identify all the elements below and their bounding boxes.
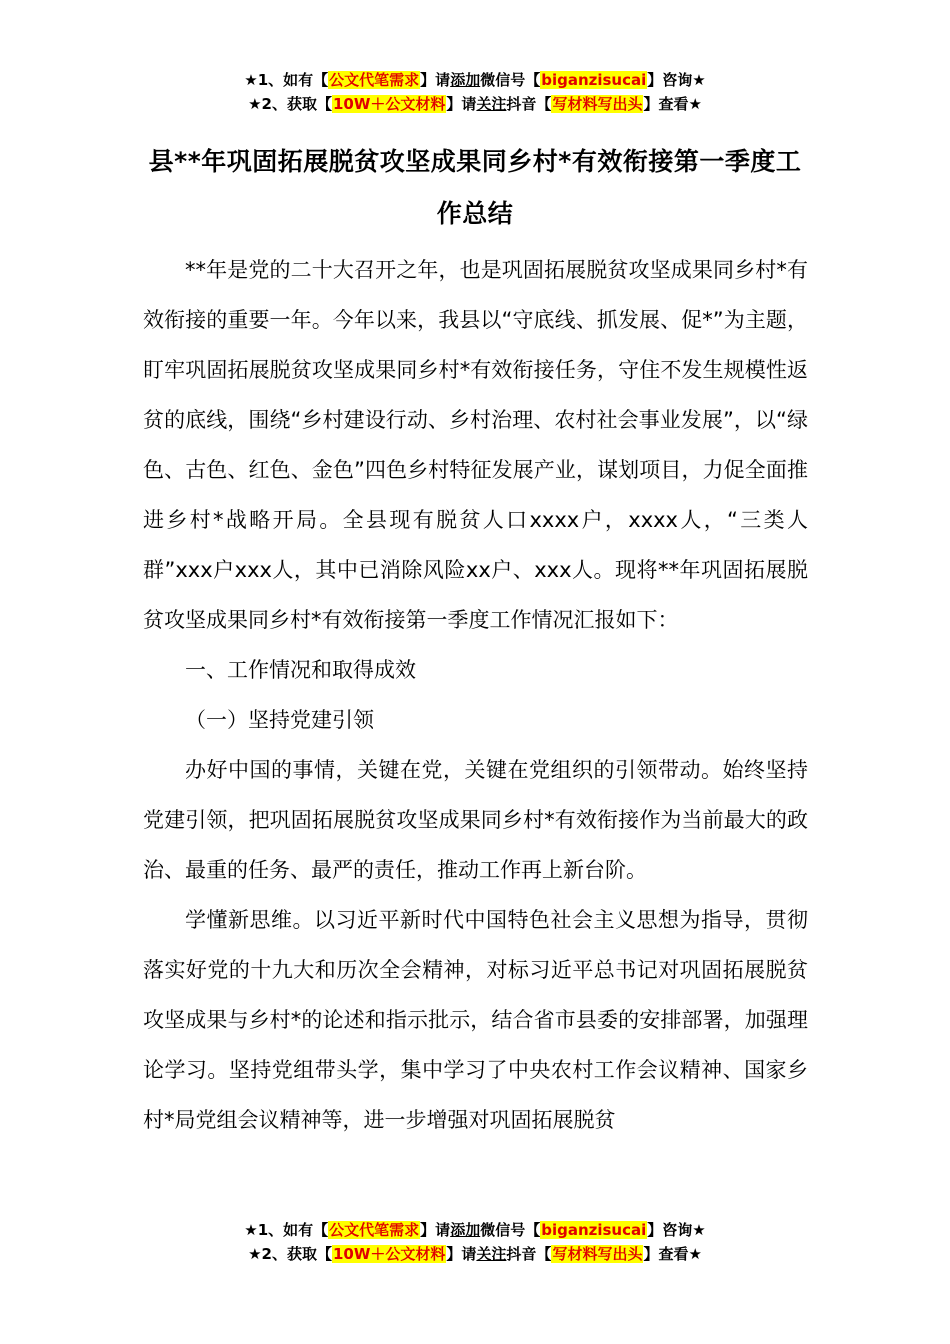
promo-line-1	[0, 68, 950, 92]
promo-wechat-id: biganzisucai	[541, 71, 647, 89]
intro-paragraph: **年是党的二十大召开之年，也是巩固拓展脱贫攻坚成果同乡村*有效衔接的重要一年。今年以来，我县以“守底线、抓发展、促*”为主题，盯牢巩固拓展脱贫攻坚成果同乡村*有效衔接任务，守住不发生规模性返贫的底线，围绕“乡村建设行动、乡村治理、农村社会事业发展”，以“绿色、古色、红色、金色”四色乡村特征发展产业，谋划项目，力促全面推进乡村*战略开局。全县现有脱贫人口xxxx户，xxxx人，“三类人群”xxx户xxx人，其中已消除风险xx户、xxx人。现将**年巩固拓展脱贫攻坚成果同乡村*有效衔接第一季度工作情况汇报如下：	[143, 258, 808, 632]
body-paragraph: 办好中国的事情，关键在党，关键在党组织的引领带动。始终坚持党建引领，把巩固拓展脱贫攻坚成果同乡村*有效衔接作为当前最大的政治、最重的任务、最严的责任，推动工作再上新台阶。	[143, 758, 808, 882]
promo-banner-bottom	[0, 1218, 950, 1266]
promo-wechat-id: biganzisucai	[541, 1221, 647, 1239]
promo-text: 微信号【	[480, 1221, 541, 1239]
promo-underlined-text: 添加	[450, 1221, 481, 1239]
promo-text: 】咨询★	[647, 71, 706, 89]
promo-text: 微信号【	[480, 71, 541, 89]
promo-underlined-text: 关注	[476, 95, 507, 113]
promo-line-2	[0, 92, 950, 116]
promo-line-2	[0, 1242, 950, 1266]
promo-underlined-text: 关注	[476, 1245, 507, 1263]
promo-text: ★1、如有【	[244, 71, 329, 89]
promo-text: 】请	[420, 1221, 451, 1239]
promo-highlight: 公文代笔需求	[329, 1221, 420, 1239]
promo-text: 】请	[446, 1245, 477, 1263]
promo-highlight: 10W＋公文材料	[332, 1245, 446, 1263]
promo-text: 】请	[446, 95, 477, 113]
promo-highlight: 10W＋公文材料	[332, 95, 446, 113]
promo-highlight: 公文代笔需求	[329, 71, 420, 89]
subsection-heading: （一）坚持党建引领	[185, 708, 374, 732]
promo-douyin-account: 写材料写出头	[552, 95, 643, 113]
promo-text: ★2、获取【	[248, 95, 332, 113]
promo-text: 】查看★	[643, 95, 702, 113]
promo-text: 】咨询★	[647, 1221, 706, 1239]
promo-underlined-text: 添加	[450, 71, 481, 89]
promo-text: ★2、获取【	[248, 1245, 332, 1263]
promo-text: 】查看★	[643, 1245, 702, 1263]
body-paragraph: 学懂新思维。以习近平新时代中国特色社会主义思想为指导，贯彻落实好党的十九大和历次全会精神，对标习近平总书记对巩固拓展脱贫攻坚成果与乡村*的论述和指示批示，结合省市县委的安排部署，加强理论学习。坚持党组带头学，集中学习了中央农村工作会议精神、国家乡村*局党组会议精神等，进一步增强对巩固拓展脱贫	[143, 908, 808, 1132]
section-heading: 一、工作情况和取得成效	[185, 658, 416, 682]
promo-douyin-account: 写材料写出头	[552, 1245, 643, 1263]
promo-text: 抖音【	[506, 1245, 552, 1263]
promo-text: 抖音【	[506, 95, 552, 113]
promo-text: ★1、如有【	[244, 1221, 329, 1239]
document-body	[143, 245, 808, 1145]
promo-line-1	[0, 1218, 950, 1242]
promo-text: 】请	[420, 71, 451, 89]
promo-banner-top	[0, 68, 950, 116]
document-title: 县**年巩固拓展脱贫攻坚成果同乡村*有效衔接第一季度工作总结	[148, 147, 802, 228]
